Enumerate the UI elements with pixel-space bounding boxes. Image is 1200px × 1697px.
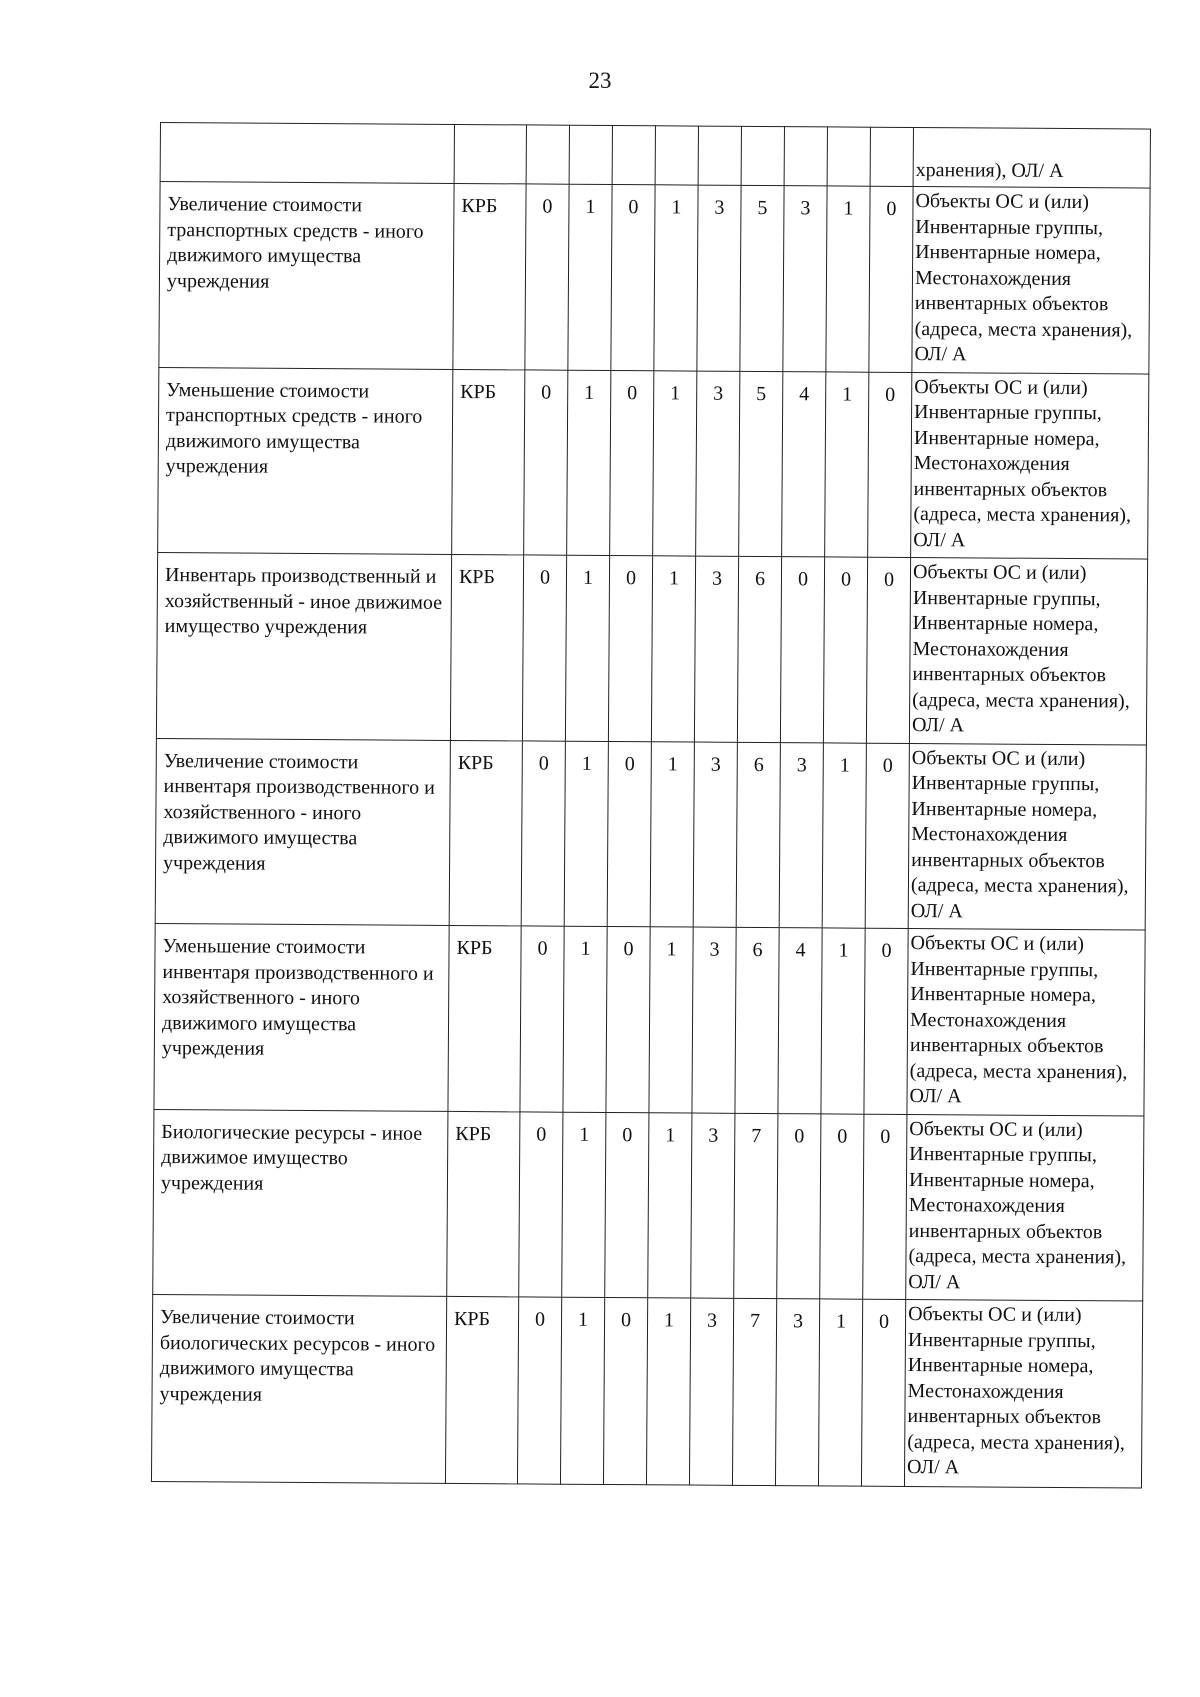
name-cell [160, 123, 454, 184]
account-code-cell: КРБ [449, 740, 522, 926]
account-digit-cell: 3 [697, 185, 741, 371]
account-digit-cell: 1 [822, 742, 866, 928]
account-digit-cell: 1 [564, 741, 608, 927]
account-code-cell: КРБ [447, 1111, 520, 1297]
table-row [158, 367, 1149, 559]
account-digit-cell: 0 [823, 557, 867, 743]
account-digit-cell: 0 [861, 1299, 905, 1486]
account-digit-cell: 0 [520, 926, 564, 1112]
account-digit-cell: 0 [522, 555, 566, 741]
account-code-cell: КРБ [445, 1296, 518, 1483]
account-digit-cell: 5 [739, 371, 783, 557]
account-name-cell: Уменьшение стоимости транспортных средств - иного движимого имущества учреждения [158, 367, 453, 554]
account-digit-cell: 1 [818, 1299, 862, 1486]
page-number: 23 [588, 68, 612, 93]
table-row [159, 182, 1150, 374]
account-digit-cell: 1 [568, 184, 612, 370]
analytics-note-cell: Объекты ОС и (или) Инвентарные группы, Инвентарные номера, Местонахождения инвентарных объектов (адреса, места хранения), ОЛ/ А [909, 557, 1147, 744]
account-digit-cell: 0 [866, 557, 910, 743]
account-digit-cell: 0 [869, 186, 913, 372]
account-digit-cell: 1 [565, 555, 609, 741]
account-digit-cell: 0 [517, 1297, 561, 1484]
account-digit-cell: 0 [603, 1297, 647, 1484]
account-digit-cell: 1 [563, 926, 607, 1112]
analytics-note-cell: Объекты ОС и (или) Инвентарные группы, Инвентарные номера, Местонахождения инвентарных объектов (адреса, места хранения), ОЛ/ А [908, 743, 1146, 930]
account-digit-cell: 0 [780, 557, 824, 743]
account-digit-cell: 0 [864, 928, 908, 1114]
table-body [151, 123, 1150, 1489]
table-row [151, 1294, 1142, 1488]
account-digit-cell: 3 [696, 371, 740, 557]
digit-cell [612, 126, 655, 185]
account-digit-cell: 3 [693, 742, 737, 928]
account-digit-cell: 6 [735, 927, 779, 1113]
account-name-cell: Биологические ресурсы - иное движимое имущество учреждения [153, 1109, 448, 1296]
account-digit-cell: 1 [567, 370, 611, 556]
table-header-row [160, 123, 1150, 189]
account-name-cell: Увеличение стоимости транспортных средств - иного движимого имущества учреждения [159, 182, 454, 369]
account-digit-cell: 7 [734, 1113, 778, 1299]
account-digit-cell: 6 [736, 742, 780, 928]
account-code-cell: КРБ [452, 369, 525, 555]
account-digit-cell: 0 [868, 372, 912, 558]
account-code-cell: КРБ [448, 925, 521, 1111]
table-row [156, 552, 1147, 744]
account-digit-cell: 3 [775, 1299, 819, 1486]
digit-cell [569, 125, 612, 184]
account-digit-cell: 0 [606, 926, 650, 1112]
account-digit-cell: 4 [778, 928, 822, 1114]
account-digit-cell: 0 [521, 740, 565, 926]
account-digit-cell: 0 [605, 1112, 649, 1298]
account-digit-cell: 0 [519, 1111, 563, 1297]
account-digit-cell: 4 [782, 371, 826, 557]
account-digit-cell: 0 [525, 184, 569, 370]
table-row [155, 738, 1146, 930]
analytics-note-cell: Объекты ОС и (или) Инвентарные группы, Инвентарные номера, Местонахождения инвентарных объектов (адреса, места хранения), ОЛ/ А [904, 1299, 1142, 1488]
account-name-cell: Уменьшение стоимости инвентаря производственного и хозяйственного - иного движимого имущества учреждения [154, 923, 449, 1110]
analytics-note-cell: Объекты ОС и (или) Инвентарные группы, Инвентарные номера, Местонахождения инвентарных объектов (адреса, места хранения), ОЛ/ А [907, 928, 1145, 1115]
note-cell: хранения), ОЛ/ А [913, 127, 1150, 188]
account-digit-cell: 6 [737, 556, 781, 742]
account-digit-cell: 1 [648, 1112, 692, 1298]
digit-cell [870, 127, 913, 186]
account-code-cell: КРБ [453, 183, 526, 369]
account-name-cell: Инвентарь производственный и хозяйственный - иное движимое имущество учреждения [156, 552, 451, 739]
account-digit-cell: 1 [646, 1298, 690, 1485]
account-digit-cell: 0 [820, 1113, 864, 1299]
account-digit-cell: 0 [524, 369, 568, 555]
account-digit-cell: 7 [732, 1298, 776, 1485]
account-digit-cell: 1 [560, 1297, 604, 1484]
account-name-cell: Увеличение стоимости инвентаря производственного и хозяйственного - иного движимого имущества учреждения [155, 738, 450, 925]
digit-cell [655, 126, 698, 185]
account-digit-cell: 0 [610, 370, 654, 556]
digit-cell [698, 126, 741, 185]
account-digit-cell: 0 [607, 741, 651, 927]
account-digit-cell: 1 [651, 556, 695, 742]
account-code-cell: КРБ [450, 554, 523, 740]
account-digit-cell: 3 [783, 186, 827, 372]
account-digit-cell: 1 [654, 185, 698, 371]
account-digit-cell: 1 [821, 928, 865, 1114]
analytics-note-cell: Объекты ОС и (или) Инвентарные группы, Инвентарные номера, Местонахождения инвентарных объектов (адреса, места хранения), ОЛ/ А [906, 1114, 1144, 1301]
account-digit-cell: 0 [611, 184, 655, 370]
account-digit-cell: 1 [650, 741, 694, 927]
digit-cell [526, 125, 569, 184]
account-digit-cell: 1 [649, 927, 693, 1113]
account-digit-cell: 3 [779, 742, 823, 928]
account-digit-cell: 0 [608, 555, 652, 741]
digit-cell [741, 126, 784, 185]
account-digit-cell: 3 [691, 1113, 735, 1299]
account-digit-cell: 1 [562, 1112, 606, 1298]
account-digit-cell: 0 [863, 1114, 907, 1300]
account-digit-cell: 5 [740, 185, 784, 371]
account-digit-cell: 1 [826, 186, 870, 372]
account-table [151, 122, 1151, 1489]
account-digit-cell: 1 [653, 370, 697, 556]
table-row [153, 1109, 1144, 1301]
code-cell [454, 124, 526, 183]
account-digit-cell: 3 [689, 1298, 733, 1485]
analytics-note-cell: Объекты ОС и (или) Инвентарные группы, Инвентарные номера, Местонахождения инвентарных объектов (адреса, места хранения), ОЛ/ А [911, 372, 1149, 559]
account-digit-cell: 0 [865, 743, 909, 929]
digit-cell [784, 127, 827, 186]
account-digit-cell: 1 [825, 371, 869, 557]
analytics-note-cell: Объекты ОС и (или) Инвентарные группы, Инвентарные номера, Местонахождения инвентарных объектов (адреса, места хранения), ОЛ/ А [912, 186, 1150, 373]
account-digit-cell: 0 [777, 1113, 821, 1299]
digit-cell [827, 127, 870, 186]
table-row [154, 923, 1145, 1115]
account-name-cell: Увеличение стоимости биологических ресурсов - иного движимого имущества учреждения [151, 1294, 446, 1483]
account-digit-cell: 3 [694, 556, 738, 742]
account-digit-cell: 3 [692, 927, 736, 1113]
